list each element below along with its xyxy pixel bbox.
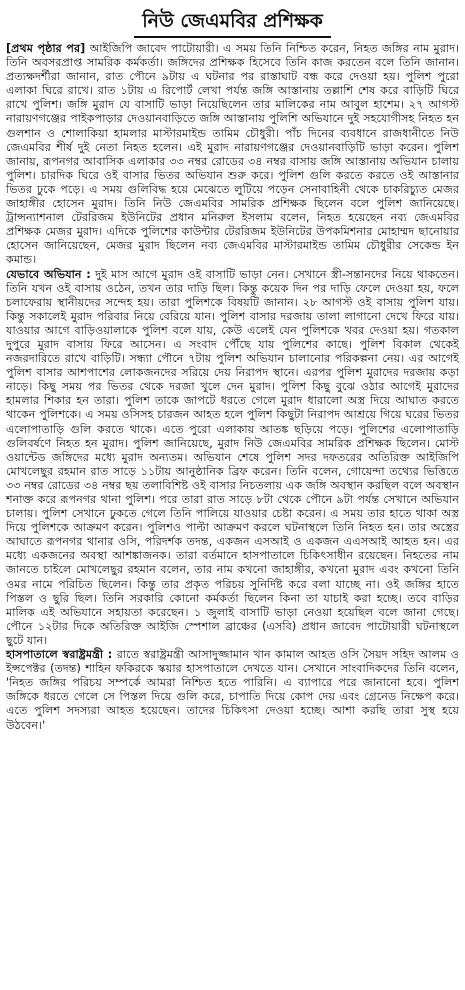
subheading-hospital: হাসপাতালে স্বরাষ্ট্রমন্ত্রী : [6,648,113,662]
paragraph-hospital [6,648,459,733]
continuation-marker: [প্রথম পৃষ্ঠার পর] [6,42,86,55]
subheading-operation: যেভাবে অভিযান : [6,267,91,281]
headline-block [6,6,459,40]
headline: নিউ জেএমবির প্রশিক্ষক [134,6,331,38]
paragraph-text: রাতে স্বরাষ্ট্রমন্ত্রী আসাদুজ্জামান খান কামাল আহত ওসি সৈয়দ সহিদ আলম ও ইন্সপেক্টর (তদন্ত) শাহিন ফকিরকে স্কয়ার হাসপাতালে দেখতে যান। সেখানে সাংবাদিকদের তিনি বলেন, 'নিহত জঙ্গির পরিচয় সম্পর্কে আমরা নিশ্চিত হতে পারিনি। এ ব্যাপারে পরে জানানো হবে। পুলিশ জঙ্গিকে ধরতে গেলে সে পিস্তল দিয়ে গুলি করে, চাপাতি দিয়ে কোপ দেয় এবং গ্রেনেড নিক্ষেপ করে। এতে পুলিশ সদস্যরা আহত হয়েছেন। তাদের চিকিৎসা দেওয়া হচ্ছে। আশা করছি তারা সুস্থ হয়ে উঠবেন।' [6,648,459,732]
article-body [6,42,459,733]
paragraph-text: দুই মাস আগে মুরাদ ওই বাসাটি ভাড়া নেন। সেখানে স্ত্রী-সন্তানদের নিয়ে থাকতেন। তিনি যখন ওই বাসায় ওঠেন, তখন তার দাড়ি ছিল। কিন্তু কয়েক দিন পর দাড়ি ফেলে দেওয়া হয়, ফলে চলাফেরায় স্থানীয়দের সন্দেহ হয়। তারা পুলিশকে বিষয়টি জানান। ২৮ আগস্ট ওই বাসায় পুলিশ যায়। কিন্তু সকালেই মুরাদ পরিবার নিয়ে বেরিয়ে যান। পুলিশ বাসার দরজায় তালা লাগানো দেখে ফিরে যায়। যাওয়ার আগে বাড়িওয়ালাকে পুলিশ বলে যায়, কেউ এলেই যেন পুলিশকে খবর দেওয়া হয়। গতকাল দুপুরে মুরাদ বাসায় ফিরে আসেন। এ সংবাদ পৌঁছে যায় পুলিশের কাছে। পুলিশ বিকাল থেকেই নজরদারিতে রাখে বাড়িটি। সন্ধ্যা পৌনে ৭টায় পুলিশ অভিযান চালানোর পরিকল্পনা নেয়। এর আগেই পুলিশ বাসার আশপাশের লোকজনদের সরিয়ে দেয় নিরাপদ স্থানে। এরপর পুলিশ মুরাদের দরজায় কড়া নাড়ে। কিছু সময় পর ভিতর থেকে দরজা খুলে দেন মুরাদ। পুলিশ কিছু বুঝে ওঠার আগেই মুরাদের হামলার শিকার হন তারা। পুলিশ তাকে জাপটে ধরতে গেলে মুরাদ ধারালো অস্ত্র দিয়ে আঘাত করতে থাকেন পুলিশকে। এ সময় ওসিসহ চারজন আহত হলে পুলিশ কিছুটা নিরাপদ আশ্রয়ে গিয়ে ঘরের ভিতর এলোপাতাড়ি গুলি করতে থাকে। এতে পুরো এলাকায় আতঙ্ক ছড়িয়ে পড়ে। পুলিশের এলোপাতাড়ি গুলিবর্ষণে নিহত হন মুরাদ। পুলিশ জানিয়েছে, মুরাদ নিউ জেএমবির সামরিক প্রশিক্ষক ছিলেন। মোস্ট ওয়ান্টেড জঙ্গিদের মধ্যে মুরাদ অন্যতম। অভিযান শেষে পুলিশ সদর দফতরের অতিরিক্ত আইজিপি মোখলেছুর রহমান রাত সাড়ে ১১টায় আনুষ্ঠানিক ব্রিফ করেন। তিনি বলেন, গোয়েন্দা তথ্যের ভিত্তিতে ৩৩ নম্বর রোডের ৩৪ নম্বর ছয় তলাবিশিষ্ট ওই বাসার নিচতলায় এক জঙ্গি অবস্থান করছিল বলে অবস্থান শনাক্ত করে রূপনগর থানা পুলিশ। পরে তারা রাত সাড়ে ৮টা থেকে পৌনে ৯টা পর্যন্ত সেখানে অভিযান চালায়। পুলিশ সেখানে ঢুকতে গেলে তিনি পালিয়ে যাওয়ার চেষ্টা করেন। এ সময় তার হাতে থাকা অস্ত্র দিয়ে পুলিশকে আক্রমণ করেন। পুলিশও পাল্টা আক্রমণ করলে ঘটনাস্থলে তিনি নিহত হন। তার অস্ত্রের আঘাতে রূপনগর থানার ওসি, পরিদর্শক তদন্ত, একজন এসআই ও একজন এএসআই আহত হন। এর মধ্যে একজনের অবস্থা আশঙ্কাজনক। তারা বর্তমানে হাসপাতালে চিকিৎসাধীন রয়েছেন। নিহতের নাম জানতে চাইলে মোখলেছুর রহমান বলেন, তার নাম কখনো জাহাঙ্গীর, কখনো মুরাদ এবং কখনো তিনি ওমর নামে পরিচিত ছিলেন। কিন্তু তার প্রকৃত পরিচয় সুনির্দিষ্ট করে বলা যাচ্ছে না। ওই জঙ্গির হাতে পিস্তল ও ছুরি ছিল। তিনি সরকারি কোনো কর্মকর্তা ছিলেন কিনা তা যাচাই করা হচ্ছে। তবে বাড়ির মালিক এই অভিযানে সহায়তা করেছেন। ১ জুলাই বাসাটি ভাড়া নেওয়া হয়েছিল বলে জানা গেছে। পৌনে ১২টার দিকে অতিরিক্ত আইজি স্পেশাল ব্রাঞ্চের (এসবি) প্রধান জাবেদ পাটোয়ারী ঘটনাস্থলে ছুটে যান। [6,267,459,647]
paragraph-continued-from-front-page [6,42,459,268]
paragraph-text: আইজিপি জাবেদ পাটোয়ারী। এ সময় তিনি নিশ্চিত করেন, নিহত জঙ্গির নাম মুরাদ। তিনি অবসরপ্রাপ্ত সামরিক কর্মকর্তা। জঙ্গিদের প্রশিক্ষক হিসেবে তিনি কাজ করতেন বলে তিনি জানান। প্রত্যক্ষদর্শীরা জানান, রাত পৌনে ৯টায় এ ঘটনার পর রাস্তাঘাট বন্ধ করে দেওয়া হয়। পুলিশ পুরো এলাকা ঘিরে রাখে। রাত ১টায় এ রিপোর্ট লেখা পর্যন্ত জঙ্গি আস্তানায় তল্লাশি শেষ করে বাড়িটি ঘিরে রাখে পুলিশ। জঙ্গি মুরাদ যে বাসাটি ভাড়া নিয়েছিলেন তার মালিকের নাম আবুল হাশেম। ২৭ আগস্ট নারায়ণগঞ্জের পাইকপাড়ার দেওয়ানবাড়িতে জঙ্গি আস্তানায় পুলিশি অভিযানে দুই সহযোগীসহ নিহত হন গুলশান ও শোলাকিয়া হামলার মাস্টারমাইন্ড তামিম চৌধুরী। পাঁচ দিনের ব্যবধানে রাজধানীতে নিউ জেএমবির শীর্ষ দুই নেতা নিহত হলেন। এই মুরাদ নারায়ণগঞ্জের দেওয়ানবাড়িটি ভাড়া করেন। পুলিশ জানায়, রূপনগর আবাসিক এলাকার ৩৩ নম্বর রোডের ৩৪ নম্বর বাসায় জঙ্গি আস্তানায় অভিযান চালায় পুলিশ। চারদিক ঘিরে ওই বাসার ভিতর অভিযান শুরু করে। পুলিশ গুলি করতে করতে ওই আস্তানার ভিতর ঢুকে পড়ে। এ সময় গুলিবিদ্ধ হয়ে মেঝেতে লুটিয়ে পড়েন সেনাবাহিনী থেকে চাকরিচ্যুত মেজর জাহাঙ্গীর হোসেন মুরাদ। তিনি নিউ জেএমবির সামরিক প্রশিক্ষক ছিলেন বলে পুলিশ জানিয়েছে। ট্রান্সন্যাশনাল টেররিজম ইউনিটের প্রধান মনিরুল ইসলাম বলেন, নিহত হয়েছেন নব্য জেএমবির প্রশিক্ষক মেজর মুরাদ। এদিকে পুলিশের কাউন্টার টেররিজম ইউনিটের উপকমিশনার মোহাম্মদ ছানোয়ার হোসেন জানিয়েছেন, মেজর মুরাদ ছিলেন নব্য জেএমবির মাস্টারমাইন্ড তামিম চৌধুরীর সেকেন্ড ইন কমান্ড। [6,42,459,267]
paragraph-operation [6,268,459,649]
